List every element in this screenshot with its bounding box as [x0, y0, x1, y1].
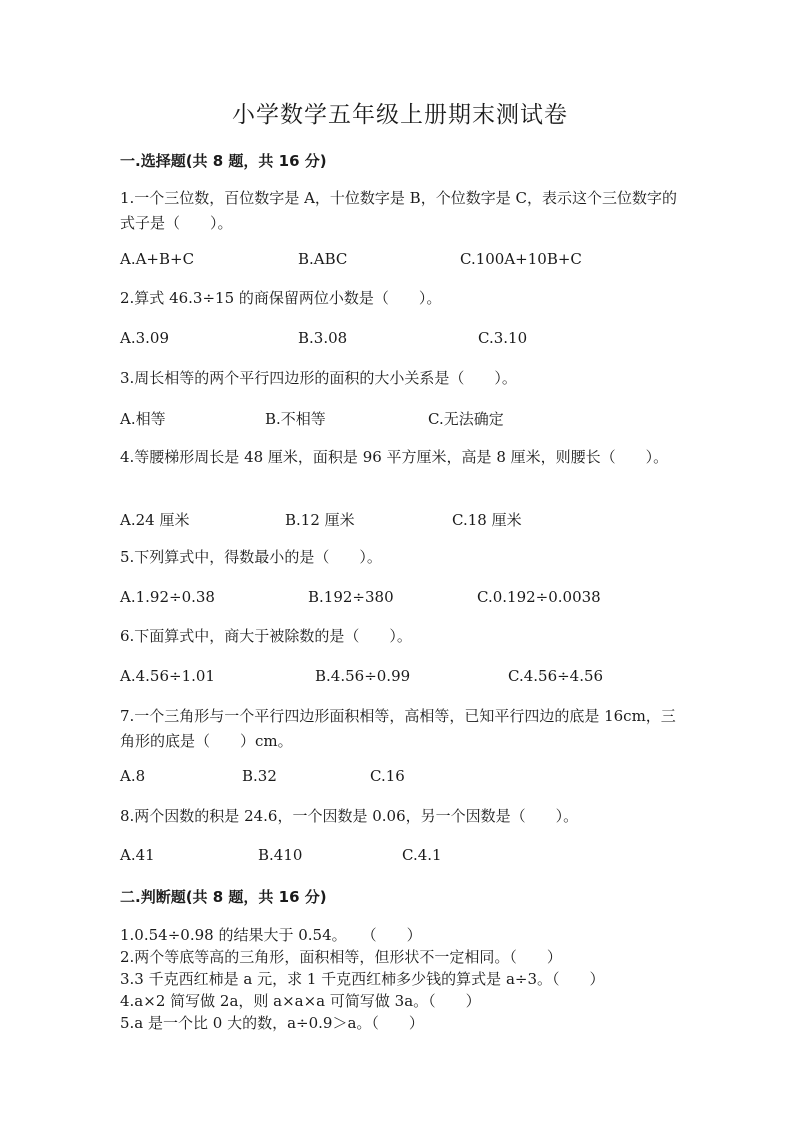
- judgment-item: 1.0.54÷0.98 的结果大于 0.54。 （ ）: [120, 926, 422, 944]
- option-b: B.不相等: [265, 410, 326, 428]
- option-a: A.A+B+C: [120, 250, 195, 268]
- option-c: C.0.192÷0.0038: [477, 588, 601, 606]
- option-c: C.4.1: [402, 846, 442, 864]
- option-b: B.32: [242, 767, 277, 785]
- option-b: B.12 厘米: [285, 511, 355, 529]
- question-text: 8.两个因数的积是 24.6，一个因数是 0.06，另一个因数是（ ）。: [120, 807, 579, 825]
- judgment-item: 2.两个等底等高的三角形，面积相等，但形状不一定相同。（ ）: [120, 948, 562, 966]
- section-heading-choice: 一.选择题(共 8 题，共 16 分): [120, 152, 327, 170]
- options-row: [120, 588, 720, 610]
- options-row: [120, 667, 720, 689]
- option-a: A.3.09: [120, 329, 169, 347]
- option-b: B.410: [258, 846, 303, 864]
- options-row: [120, 846, 720, 868]
- question-text: 6.下面算式中，商大于被除数的是（ ）。: [120, 627, 412, 645]
- option-a: A.41: [120, 846, 155, 864]
- question-text: 7.一个三角形与一个平行四边形面积相等，高相等，已知平行四边的底是 16cm，三角形的底是（ ）cm。: [120, 707, 676, 750]
- option-b: B.192÷380: [308, 588, 394, 606]
- question-text: 1.一个三位数，百位数字是 A，十位数字是 B，个位数字是 C，表示这个三位数字的式子是（ ）。: [120, 189, 677, 232]
- page-title: 小学数学五年级上册期末测试卷: [232, 102, 568, 128]
- section-heading-judgment: 二.判断题(共 8 题，共 16 分): [120, 888, 327, 906]
- options-row: [120, 408, 720, 430]
- option-c: C.18 厘米: [452, 511, 522, 529]
- option-a: A.相等: [120, 410, 166, 428]
- options-row: [120, 509, 720, 531]
- option-c: C.3.10: [478, 329, 528, 347]
- options-row: [120, 767, 720, 789]
- question-text: 2.算式 46.3÷15 的商保留两位小数是（ ）。: [120, 289, 442, 307]
- option-b: B.ABC: [298, 250, 348, 268]
- option-c: C.无法确定: [428, 410, 504, 428]
- option-a: A.24 厘米: [120, 511, 190, 529]
- question-text: 4.等腰梯形周长是 48 厘米，面积是 96 平方厘米，高是 8 厘米，则腰长（ ）。: [120, 448, 669, 466]
- judgment-item: 4.a×2 简写做 2a，则 a×a×a 可简写做 3a。（ ）: [120, 992, 481, 1010]
- judgment-item: 3.3 千克西红柿是 a 元，求 1 千克西红柿多少钱的算式是 a÷3。（ ）: [120, 970, 605, 988]
- option-a: A.8: [120, 767, 146, 785]
- option-b: B.4.56÷0.99: [315, 667, 411, 685]
- option-c: C.100A+10B+C: [460, 250, 582, 268]
- question-text: 5.下列算式中，得数最小的是（ ）。: [120, 548, 382, 566]
- options-row: [120, 250, 720, 272]
- judgment-item: 5.a 是一个比 0 大的数，a÷0.9＞a。（ ）: [120, 1014, 424, 1032]
- option-b: B.3.08: [298, 329, 348, 347]
- option-a: A.1.92÷0.38: [120, 588, 215, 606]
- option-c: C.4.56÷4.56: [508, 667, 604, 685]
- option-a: A.4.56÷1.01: [120, 667, 215, 685]
- question-text: 3.周长相等的两个平行四边形的面积的大小关系是（ ）。: [120, 369, 517, 387]
- option-c: C.16: [370, 767, 405, 785]
- options-row: [120, 329, 720, 351]
